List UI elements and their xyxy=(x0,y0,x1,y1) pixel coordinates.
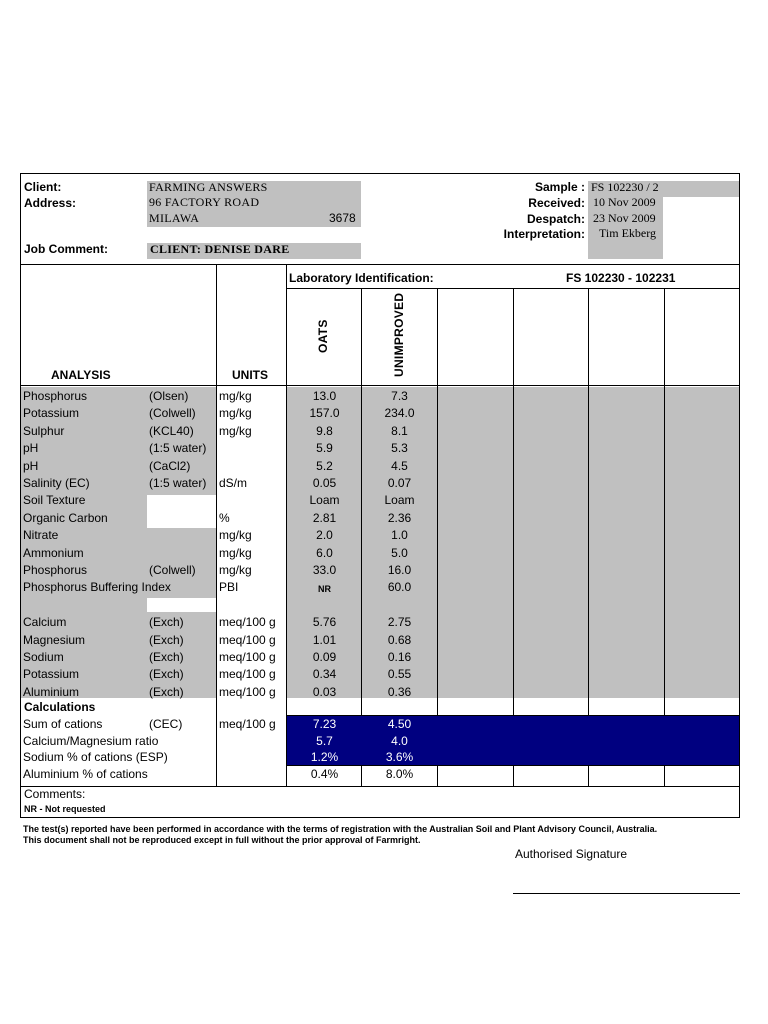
row-value-unimproved: 2.75 xyxy=(387,615,412,629)
row-method: (Exch) xyxy=(149,633,184,647)
row-method: (Exch) xyxy=(149,615,184,629)
row-method: (1:5 water) xyxy=(149,476,207,490)
disclaimer-line1: The test(s) reported have been performed in accordance with the terms of registration with the Australian Soil and Plant Advisory Council, Australia. xyxy=(23,824,658,834)
row-method: (Exch) xyxy=(149,667,184,681)
row-value-unimproved: 0.68 xyxy=(387,633,412,647)
row-value-oats: 0.09 xyxy=(312,650,337,664)
row-value-oats: 5.9 xyxy=(316,441,333,455)
row-units: mg/kg xyxy=(219,389,252,403)
row-analysis: Sulphur xyxy=(23,424,65,438)
row-method: (1:5 water) xyxy=(149,441,207,455)
row-units: meq/100 g xyxy=(219,667,276,681)
row-units: % xyxy=(219,511,230,525)
row-analysis: Potassium xyxy=(23,667,80,681)
row-value-unimproved: Loam xyxy=(384,493,415,507)
sample-value: FS 102230 / 2 xyxy=(591,180,659,194)
job-comment-value: CLIENT: DENISE DARE xyxy=(150,242,290,256)
nr-note: NR - Not requested xyxy=(24,804,106,814)
row-value-unimproved: 60.0 xyxy=(387,580,412,594)
lab-id-value: FS 102230 - 102231 xyxy=(566,271,676,285)
row-value-unimproved: 0.07 xyxy=(387,476,412,490)
received-label: Received: xyxy=(528,196,585,210)
sample-label: Sample : xyxy=(534,180,585,194)
calc-row-value-oats: 5.7 xyxy=(316,734,333,748)
disclaimer-line2: This document shall not be reproduced except in full without the prior approval of Farmright. xyxy=(23,835,421,845)
row-method: (Olsen) xyxy=(149,389,189,403)
row-analysis: Phosphorus xyxy=(23,563,88,577)
column-header-oats: OATS xyxy=(316,319,330,353)
calc-row-value-unimproved: 3.6% xyxy=(385,750,414,764)
row-value-oats: 2.0 xyxy=(316,528,333,542)
received-value: 10 Nov 2009 xyxy=(593,195,656,209)
interpretation-value: Tim Ekberg xyxy=(599,226,657,240)
row-method: (Colwell) xyxy=(149,563,196,577)
calculations-label: Calculations xyxy=(24,700,96,714)
calc-row-value-unimproved: 4.0 xyxy=(391,734,408,748)
row-value-unimproved: 4.5 xyxy=(391,459,408,473)
row-value-unimproved: 5.3 xyxy=(391,441,408,455)
row-analysis: Magnesium xyxy=(23,633,86,647)
row-value-unimproved: 7.3 xyxy=(391,389,408,403)
calc-row-value-oats: 0.4% xyxy=(310,767,339,781)
row-units: meq/100 g xyxy=(219,615,276,629)
row-units: mg/kg xyxy=(219,406,252,420)
row-value-unimproved: 1.0 xyxy=(391,528,408,542)
row-units: mg/kg xyxy=(219,563,252,577)
calc-row-units: meq/100 g xyxy=(219,717,276,731)
calc-row-value-oats: 1.2% xyxy=(310,750,339,764)
row-method: (Exch) xyxy=(149,650,184,664)
row-analysis: Salinity (EC) xyxy=(23,476,90,490)
calc-row-analysis: Sodium % of cations (ESP) xyxy=(23,750,168,764)
row-method: (Colwell) xyxy=(149,406,196,420)
postcode: 3678 xyxy=(329,211,356,225)
row-analysis: Ammonium xyxy=(23,546,84,560)
row-analysis: Sodium xyxy=(23,650,64,664)
row-analysis: Potassium xyxy=(23,406,80,420)
row-units: PBI xyxy=(219,580,239,594)
calc-row-value-oats: 7.23 xyxy=(312,717,337,731)
row-units: meq/100 g xyxy=(219,633,276,647)
row-units: meq/100 g xyxy=(219,685,276,699)
row-value-oats: 33.0 xyxy=(312,563,337,577)
row-method: (CaCl2) xyxy=(149,459,191,473)
row-analysis: pH xyxy=(23,441,39,455)
row-value-oats: 9.8 xyxy=(316,424,333,438)
row-value-oats: 5.2 xyxy=(316,459,333,473)
despatch-value: 23 Nov 2009 xyxy=(593,211,656,225)
row-units: mg/kg xyxy=(219,424,252,438)
row-analysis: Calcium xyxy=(23,615,67,629)
row-value-unimproved: 0.16 xyxy=(387,650,412,664)
row-value-unimproved: 5.0 xyxy=(391,546,408,560)
job-comment-label: Job Comment: xyxy=(24,242,108,256)
units-header: UNITS xyxy=(232,368,268,382)
row-value-oats: 0.05 xyxy=(312,476,337,490)
row-analysis: Phosphorus Buffering Index xyxy=(23,580,171,594)
row-analysis: Nitrate xyxy=(23,528,59,542)
despatch-label: Despatch: xyxy=(526,212,585,226)
row-value-unimproved: 234.0 xyxy=(384,406,415,420)
row-value-oats: 13.0 xyxy=(312,389,337,403)
row-value-oats: 0.34 xyxy=(312,667,337,681)
client-label: Client: xyxy=(24,180,62,194)
row-value-unimproved: 16.0 xyxy=(387,563,412,577)
row-value-oats: 1.01 xyxy=(312,633,337,647)
row-value-oats: 5.76 xyxy=(312,615,337,629)
row-value-unimproved: 0.55 xyxy=(387,667,412,681)
address-line2: MILAWA xyxy=(149,211,200,225)
row-method: (Exch) xyxy=(149,685,184,699)
row-method: (KCL40) xyxy=(149,424,194,438)
row-value-oats: 6.0 xyxy=(316,546,333,560)
row-value-oats: Loam xyxy=(309,493,340,507)
row-analysis: Organic Carbon xyxy=(23,511,108,525)
row-units: mg/kg xyxy=(219,546,252,560)
row-units: dS/m xyxy=(219,476,248,490)
row-value-oats: 157.0 xyxy=(309,406,340,420)
signature-label: Authorised Signature xyxy=(515,847,628,861)
calc-row-value-unimproved: 4.50 xyxy=(387,717,412,731)
row-value-oats: 0.03 xyxy=(312,685,337,699)
row-analysis: Phosphorus xyxy=(23,389,88,403)
row-value-unimproved: 8.1 xyxy=(391,424,408,438)
col-divider-units xyxy=(216,264,217,786)
calc-row-method: (CEC) xyxy=(149,717,183,731)
row-units: meq/100 g xyxy=(219,650,276,664)
analysis-header: ANALYSIS xyxy=(51,368,111,382)
comments-label: Comments: xyxy=(24,787,86,801)
calc-row-analysis: Aluminium % of cations xyxy=(23,767,148,781)
client-value: FARMING ANSWERS xyxy=(149,180,268,194)
signature-line xyxy=(513,893,740,894)
row-analysis: pH xyxy=(23,459,39,473)
interpretation-label: Interpretation: xyxy=(503,227,585,241)
row-units: mg/kg xyxy=(219,528,252,542)
address-label: Address: xyxy=(24,196,77,210)
calc-row-analysis: Sum of cations xyxy=(23,717,103,731)
address-line1: 96 FACTORY ROAD xyxy=(149,195,260,209)
row-value-oats: 2.81 xyxy=(312,511,337,525)
row-value-oats: NR xyxy=(318,584,331,594)
row-analysis: Aluminium xyxy=(23,685,80,699)
row-value-unimproved: 0.36 xyxy=(387,685,412,699)
row-analysis: Soil Texture xyxy=(23,493,86,507)
calc-row-analysis: Calcium/Magnesium ratio xyxy=(23,734,159,748)
column-header-unimproved: UNIMPROVED xyxy=(392,292,406,377)
row-value-unimproved: 2.36 xyxy=(387,511,412,525)
lab-id-label: Laboratory Identification: xyxy=(289,271,434,285)
calc-row-value-unimproved: 8.0% xyxy=(385,767,414,781)
